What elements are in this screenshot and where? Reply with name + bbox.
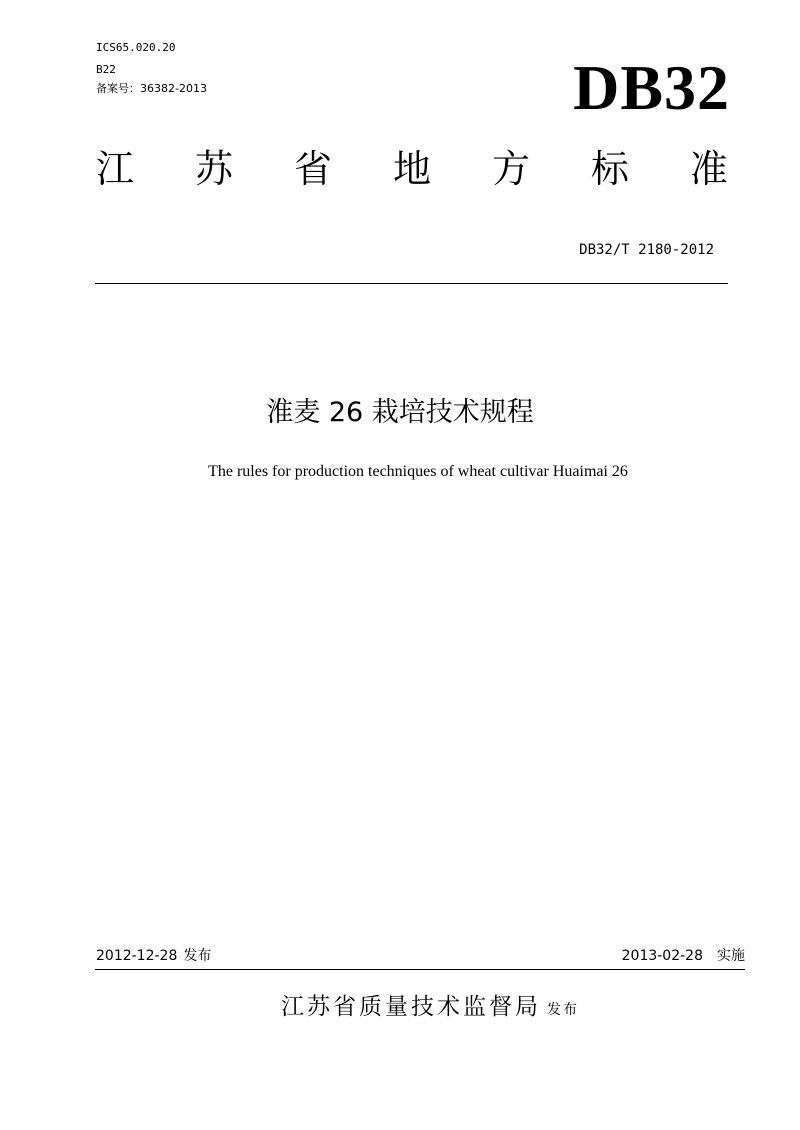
issue-date-line — [96, 946, 211, 966]
ics-code: ICS65.020.20 — [96, 41, 176, 54]
standard-type-char: 苏 — [194, 147, 233, 191]
filing-number: 备案号：36382-2013 — [96, 82, 207, 95]
issue-date: 2012-12-28 — [96, 948, 178, 964]
issuer-line — [0, 988, 800, 1021]
implementation-label: 实施 — [717, 948, 745, 964]
document-title-english: The rules for production techniques of wheat cultivar Huaimai 26 — [208, 463, 628, 480]
standard-type-char: 省 — [293, 147, 332, 191]
standard-type-heading — [96, 146, 728, 192]
standard-type-char: 标 — [590, 147, 629, 191]
standard-type-char: 地 — [392, 147, 431, 191]
issuer-name: 江苏省质量技术监督局 — [281, 994, 541, 1020]
standard-type-char: 准 — [689, 147, 728, 191]
issue-label: 发布 — [183, 948, 212, 964]
standard-logo: DB32 — [573, 52, 730, 123]
footer-divider — [95, 969, 745, 970]
standard-type-char: 江 — [96, 147, 135, 191]
standard-type-char: 方 — [491, 147, 530, 191]
header-divider — [95, 283, 728, 284]
issuer-suffix: 发布 — [547, 1002, 579, 1018]
implementation-date: 2013-02-28 — [621, 948, 703, 964]
implementation-date-line — [622, 946, 745, 966]
ccs-code: B22 — [96, 63, 116, 76]
standard-number: DB32/T 2180-2012 — [579, 242, 714, 258]
document-title: 淮麦 26 栽培技术规程 — [266, 397, 534, 428]
